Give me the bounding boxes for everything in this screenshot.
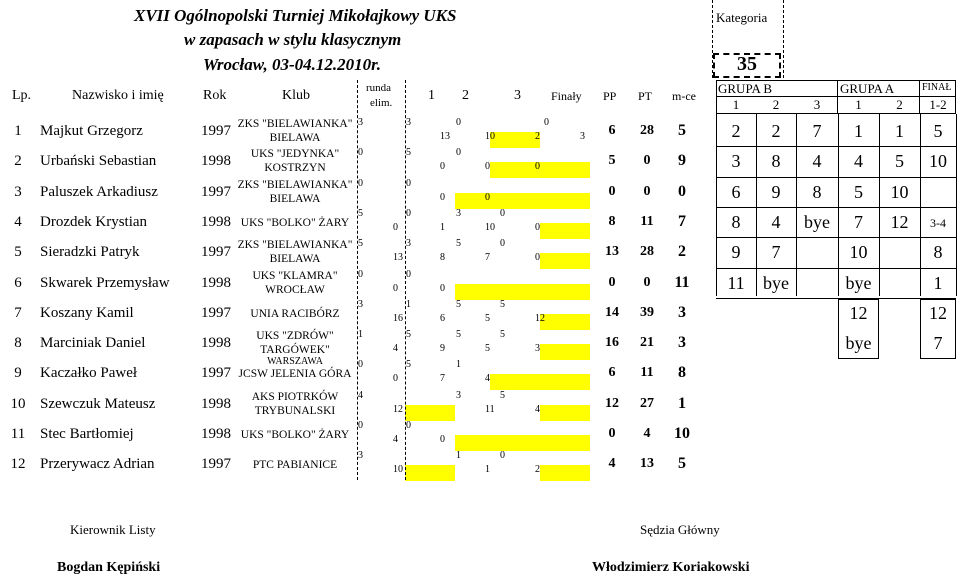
row-rok: 1998 [201,153,231,170]
row-r1-bot: 8 [440,252,445,264]
row-club-line2: BIELAWA [269,253,321,266]
row-r2-top: 1 [456,359,461,371]
row-runda-top: 3 [358,450,363,462]
row-r3-top: 5 [500,389,505,401]
highlight-cell [540,193,590,209]
row-mce: 2 [678,243,686,261]
highlight-cell [455,435,490,451]
row-pp: 5 [608,153,616,169]
row-mce: 5 [678,455,686,473]
row-runda-top: 0 [358,147,363,159]
footer-right-label: Sędzia Główny [640,522,720,537]
row-runda-bot: 0 [393,373,398,385]
row-runda-top: 5 [358,238,363,250]
row-r2-top: 0 [456,117,461,128]
row-r1-top: 0 [406,177,411,189]
row-group-cell: 1 [854,121,863,141]
row-name: Sieradzki Patryk [40,244,140,261]
highlight-cell [540,374,590,390]
row-r2-top: 5 [456,329,461,341]
row-runda-bot: 4 [393,343,398,355]
group-a-label: GRUPA A [840,81,895,96]
category-label: Kategoria [716,10,768,25]
row-r2-top: 3 [456,207,461,219]
highlight-cell [490,162,540,178]
row-r3-bot: 12 [535,312,545,324]
row-runda-top: 4 [358,389,363,401]
row-rok: 1998 [201,213,231,230]
row-pp: 0 [608,274,616,290]
header-pp: PP [603,89,617,103]
row-group-cell: 5 [933,121,943,141]
row-group-cell: 5 [854,181,863,202]
row-club-line2: WROCŁAW [265,283,325,296]
row-group-cell: 4 [812,151,822,172]
row-r3-bot: 0 [535,252,540,264]
row-pt: 4 [643,426,651,441]
row-group-cell: 3-4 [930,215,946,230]
title-line-2: w zapasach w stylu klasycznym [184,30,402,49]
group-cell-box [920,299,956,360]
row-mce: 11 [674,273,690,291]
row-club-line2: BIELAWA [269,132,321,144]
row-name: Stec Bartłomiej [40,426,134,442]
header-runda: runda [366,82,392,94]
row-pp: 0 [608,426,616,441]
row-group-cell: 10 [849,242,868,263]
row-group-cell: 12 [890,211,909,232]
header-pt: PT [638,89,653,103]
row-r3-bot: 4 [535,403,540,415]
row-rok: 1997 [201,244,231,261]
row-club-line2: TRYBUNALSKI [254,404,336,417]
row-club-line1: AKS PIOTRKÓW [251,390,339,403]
row-r3-bot: 0 [535,161,540,173]
row-club: JCSW JELENIA GÓRA [238,368,352,381]
row-pt: 27 [640,395,654,411]
row-pt: 39 [640,304,654,320]
row-club: UKS "BOLKO" ŻARY [240,429,350,441]
row-r3-top: 0 [500,238,505,250]
row-lp: 6 [14,274,22,291]
row-r1-bot: 0 [440,282,445,294]
row-name: Drozdek Krystian [40,213,148,230]
row-rok: 1998 [201,274,231,291]
row-r1-bot: 6 [440,312,445,324]
row-r2-bot: 4 [485,373,490,385]
row-club-line1: ZKS "BIELAWIANKA" [237,178,353,191]
row-group-cell: 8 [812,181,822,202]
group-a-col-2: 2 [896,97,903,112]
row-r2-bot: 10 [485,131,495,142]
group-grid-line [838,114,839,296]
row-r2-bot: 10 [485,221,495,233]
header-r3: 3 [514,88,521,103]
row-r1-bot: 9 [440,343,445,355]
row-pt: 0 [643,274,651,290]
row-pt: 0 [643,153,651,169]
row-r3-bot: 2 [535,131,540,142]
row-club-line1: ZKS "BIELAWIANKA" [237,118,353,130]
row-club-line1: UKS "JEDYNKA" [250,148,340,161]
highlight-cell [490,132,540,148]
row-runda-top: 1 [358,329,363,341]
group-b-col-1: 1 [732,97,740,112]
category-value: 35 [737,53,757,75]
row-r2-bot: 5 [485,312,490,324]
highlight-cell [455,284,490,300]
row-group-cell: bye [845,272,872,293]
row-rok: 1998 [201,426,231,442]
row-runda-bot: 0 [393,221,398,233]
row-pp: 13 [605,244,619,260]
row-group-cell: 6 [731,181,741,202]
row-pt: 11 [640,213,654,229]
row-group-cell: 12 [849,302,868,323]
groups-header [716,80,956,114]
row-r2-bot: 5 [485,343,490,355]
row-r2-bot: 0 [485,161,490,173]
row-r1-top: 1 [406,298,411,310]
row-club-line1: UKS "KLAMRA" [252,269,338,282]
row-club: UKS "BOLKO" ŻARY [240,216,350,229]
row-group-cell: 8 [771,151,781,172]
row-group-cell: bye [763,272,789,293]
row-club-line2: KOSTRZYN [264,162,326,175]
group-grid-line [956,114,957,296]
row-name: Kaczałko Paweł [40,365,138,382]
row-runda-top: 5 [358,207,363,219]
row-pt: 11 [640,365,654,381]
row-lp: 7 [14,304,22,321]
row-mce: 8 [678,364,686,382]
row-group-cell: 9 [731,242,741,263]
row-r2-bot: 11 [485,403,495,415]
group-grid-line [756,114,757,296]
row-mce: 7 [678,212,686,230]
row-r1-bot: 0 [440,191,445,203]
group-a-col-1: 1 [855,97,862,112]
highlight-cell [540,223,590,239]
row-pp: 6 [608,123,616,138]
row-r1-top: 0 [406,207,411,219]
row-group-cell: 4 [854,151,863,172]
row-r1-top: 0 [406,420,411,431]
row-mce: 9 [678,152,686,170]
row-club-line2: BIELAWA [269,192,321,205]
row-r2-top: 3 [456,389,461,401]
row-mce: 0 [678,182,686,200]
row-r3-bot: 0 [535,221,540,233]
row-final-bot: 3 [580,131,585,142]
row-group-cell: bye [804,211,830,232]
row-pt: 0 [643,183,651,199]
row-pp: 8 [608,213,616,229]
highlight-cell [490,193,540,209]
group-cell-box [838,299,879,360]
group-grid-line [879,114,880,296]
row-group-cell: 7 [933,333,943,354]
row-pt: 28 [640,123,654,138]
row-club-line1: UKS "ZDRÓW" [256,330,334,343]
row-lp: 1 [14,123,22,139]
row-runda-bot: 13 [393,252,403,264]
row-r3-top: 0 [500,207,505,219]
group-grid-line [716,114,717,296]
header-r1: 1 [428,88,435,103]
row-mce: 5 [678,122,686,139]
row-group-cell: 10 [929,151,947,172]
row-r3-top: 5 [500,298,505,310]
highlight-cell [540,314,590,330]
row-r1-bot: 13 [440,131,450,142]
row-group-cell: bye [845,333,872,354]
row-mce: 10 [674,425,690,442]
row-runda-bot: 10 [393,464,403,476]
row-rok: 1997 [201,183,231,200]
row-final-top: 0 [544,117,549,128]
row-club-line2: TARGÓWEK" [260,344,330,357]
row-r3-bot: 2 [535,464,540,476]
row-runda-top: 3 [358,117,363,128]
row-r1-bot: 0 [440,434,445,445]
header-finaly: Finały [551,89,582,103]
row-runda-top: 0 [358,268,363,280]
row-group-cell: 1 [895,121,904,141]
header-name: Nazwisko i imię [72,88,164,103]
row-mce: 3 [678,303,686,321]
row-group-cell: 2 [771,121,781,141]
group-b-col-3: 3 [813,97,821,112]
row-group-cell: 2 [731,121,741,141]
highlight-cell [490,435,540,451]
row-club: UNIA RACIBÓRZ [250,307,340,320]
row-name: Koszany Kamil [40,304,134,321]
row-lp: 2 [14,153,22,170]
row-group-cell: 12 [929,302,947,323]
row-r2-bot: 1 [485,464,490,476]
row-name: Przerywacz Adrian [40,456,155,473]
row-mce: 3 [678,334,686,352]
row-group-cell: 8 [731,211,741,232]
row-r1-bot: 1 [440,221,445,233]
row-r1-top: 3 [406,238,411,250]
row-pt: 28 [640,244,654,260]
row-club-line1: ZKS "BIELAWIANKA" [237,239,353,252]
header-club: Klub [282,88,310,103]
row-lp: 11 [10,426,26,442]
highlight-cell [540,284,590,300]
header-lp: Lp. [12,88,32,103]
row-r2-top: 5 [456,238,461,250]
row-pp: 0 [608,183,616,199]
row-pp: 16 [605,335,619,351]
row-r1-top: 5 [406,329,411,341]
row-r2-top: 1 [456,450,461,462]
highlight-cell [540,465,590,481]
row-runda-bot: 16 [393,312,403,324]
row-group-cell: 7 [854,211,863,232]
group-grid-line [796,114,797,296]
row-pp: 6 [608,365,616,381]
group-grid-line [920,114,921,296]
row-club: PTC PABIANICE [252,459,338,472]
row-r1-bot: 0 [440,161,445,173]
group-b-label: GRUPA B [718,81,773,96]
row-rok: 1997 [201,456,231,473]
row-lp: 3 [14,183,22,200]
row-lp: 4 [14,213,22,230]
row-name: Skwarek Przemysław [40,274,170,291]
row-lp: 10 [10,395,26,412]
header-rok: Rok [203,88,227,103]
footer-right-name: Włodzimierz Koriakowski [592,560,750,575]
group-b-col-2: 2 [772,97,780,112]
row-lp: 8 [14,335,22,352]
row-lp: 12 [10,456,26,473]
row-runda-bot: 0 [393,282,398,294]
footer-left-name: Bogdan Kępiński [57,560,161,575]
row-r1-top: 5 [406,359,411,371]
row-runda-top: 0 [358,177,363,189]
highlight-cell [540,435,590,451]
row-group-cell: 5 [895,151,904,172]
row-r2-bot: 7 [485,252,490,264]
title-line-3: Wrocław, 03-04.12.2010r. [203,55,382,74]
row-group-cell: 3 [731,151,741,172]
row-runda-top: 0 [358,420,363,431]
row-r2-bot: 0 [485,191,490,203]
row-pp: 12 [605,395,619,411]
row-mce: 1 [678,394,686,412]
highlight-cell [540,344,590,360]
row-r2-top: 5 [456,298,461,310]
row-r1-top: 5 [406,147,411,159]
row-r2-top: 0 [456,147,461,159]
row-group-cell: 8 [933,242,943,263]
header-mce: m-ce [672,89,696,103]
row-r3-top: 0 [500,450,505,462]
final-label: FINAŁ [922,82,952,93]
title-line-1: XVII Ogólnopolski Turniej Mikołajkowy UKS [134,6,457,25]
row-group-cell: 11 [727,272,745,293]
row-r1-top: 0 [406,268,411,280]
row-rok: 1997 [201,123,231,139]
row-r3-top: 5 [500,329,505,341]
row-name: Marciniak Daniel [40,335,146,352]
row-pp: 14 [605,304,619,320]
row-r1-top: 3 [406,117,411,128]
row-rok: 1997 [201,365,231,382]
highlight-cell [540,253,590,269]
footer-left-label: Kierownik Listy [70,522,156,537]
row-r1-bot: 7 [440,373,445,385]
highlight-cell [540,405,590,421]
row-name: Urbański Sebastian [40,153,157,170]
row-rok: 1997 [201,304,231,321]
row-pt: 13 [640,456,654,472]
highlight-cell [540,162,590,178]
row-club-line3: WARSZAWA [267,356,323,368]
row-name: Majkut Grzegorz [40,123,143,139]
highlight-cell [405,405,455,421]
final-col: 1-2 [929,97,947,112]
row-group-cell: 7 [771,242,781,263]
header-elim: elim. [370,97,393,109]
highlight-cell [490,284,540,300]
highlight-cell [405,465,455,481]
row-group-cell: 7 [812,121,822,141]
row-lp: 9 [14,365,22,382]
row-group-cell: 1 [933,272,943,293]
row-pp: 4 [608,456,616,472]
row-pt: 21 [640,335,654,351]
highlight-cell [490,374,540,390]
row-runda-top: 3 [358,298,363,310]
header-r2: 2 [462,88,469,103]
row-runda-bot: 12 [393,403,403,415]
row-r3-bot: 3 [535,343,540,355]
row-runda-top: 0 [358,359,363,371]
row-group-cell: 4 [771,211,781,232]
row-group-cell: 9 [771,181,781,202]
row-name: Paluszek Arkadiusz [40,183,158,200]
row-group-cell: 10 [890,181,909,202]
row-rok: 1998 [201,335,231,352]
row-name: Szewczuk Mateusz [40,395,156,412]
row-lp: 5 [14,244,22,261]
row-rok: 1998 [201,395,231,412]
row-runda-bot: 4 [393,434,398,445]
